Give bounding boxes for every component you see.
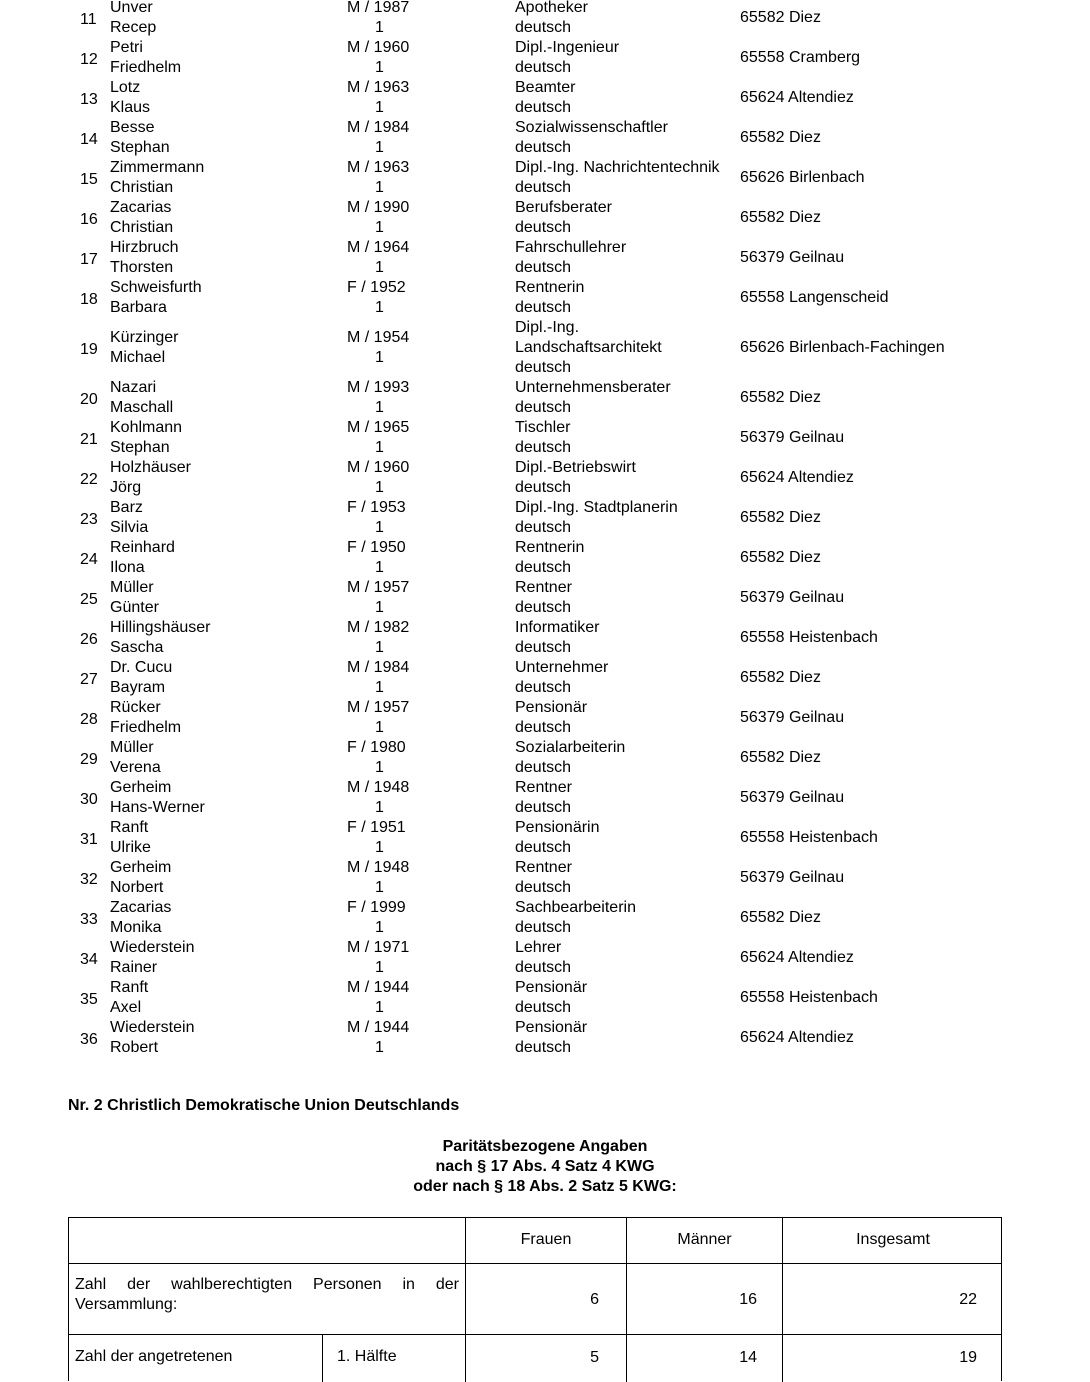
candidate-firstname: Klaus	[110, 99, 151, 116]
candidate-surname: Hillingshäuser	[110, 619, 211, 636]
candidate-count: 1	[375, 349, 384, 366]
candidate-number: 23	[80, 511, 98, 528]
candidate-firstname: Ulrike	[110, 839, 151, 856]
candidate-address: 56379 Geilnau	[740, 249, 845, 266]
candidate-sex-year: M / 1990	[347, 199, 410, 216]
candidate-nationality: deutsch	[515, 19, 572, 36]
candidate-profession: Unternehmer	[515, 659, 609, 676]
candidate-address: 56379 Geilnau	[740, 709, 845, 726]
candidate-address: 65582 Diez	[740, 669, 821, 686]
candidate-row	[0, 620, 1090, 660]
candidate-nationality: deutsch	[515, 559, 572, 576]
candidate-firstname: Ilona	[110, 559, 145, 576]
candidate-surname: Ranft	[110, 819, 149, 836]
candidate-number: 29	[80, 751, 98, 768]
candidate-surname: Zacarias	[110, 199, 172, 216]
candidate-firstname: Friedhelm	[110, 719, 182, 736]
candidate-profession: Rentnerin	[515, 539, 585, 556]
parity-title	[0, 1137, 1090, 1197]
candidate-row	[0, 820, 1090, 860]
candidate-surname: Kürzinger	[110, 329, 179, 346]
candidate-firstname: Rainer	[110, 959, 158, 976]
candidate-sex-year: M / 1944	[347, 979, 410, 996]
candidate-count: 1	[375, 299, 384, 316]
candidate-nationality: deutsch	[515, 299, 572, 316]
header-men: Männer	[677, 1231, 732, 1248]
candidate-address: 65624 Altendiez	[740, 1029, 854, 1046]
candidate-sex-year: M / 1954	[347, 329, 410, 346]
candidate-address: 65582 Diez	[740, 9, 821, 26]
candidate-row	[0, 280, 1090, 320]
candidate-profession: Tischler	[515, 419, 571, 436]
candidate-row	[0, 940, 1090, 980]
candidate-nationality: deutsch	[515, 799, 572, 816]
candidate-sex-year: F / 1999	[347, 899, 406, 916]
candidate-profession: Sozialarbeiterin	[515, 739, 626, 756]
candidate-row	[0, 460, 1090, 500]
candidate-count: 1	[375, 639, 384, 656]
candidate-surname: Lotz	[110, 79, 141, 96]
candidate-firstname: Monika	[110, 919, 162, 936]
candidate-count: 1	[375, 919, 384, 936]
candidate-sex-year: M / 1960	[347, 459, 410, 476]
candidate-firstname: Silvia	[110, 519, 149, 536]
candidate-sex-year: F / 1951	[347, 819, 406, 836]
candidate-number: 30	[80, 791, 98, 808]
candidate-nationality: deutsch	[515, 639, 572, 656]
candidate-count: 1	[375, 959, 384, 976]
candidate-count: 1	[375, 219, 384, 236]
candidate-row	[0, 860, 1090, 900]
candidate-row	[0, 900, 1090, 940]
candidate-number: 17	[80, 251, 98, 268]
candidate-profession: Dipl.-Ing. Nachrichtentechnik	[515, 159, 720, 176]
candidate-firstname: Verena	[110, 759, 161, 776]
candidate-nationality: deutsch	[515, 219, 572, 236]
candidate-nationality: deutsch	[515, 59, 572, 76]
candidate-address: 65582 Diez	[740, 389, 821, 406]
candidate-profession: Rentner	[515, 579, 572, 596]
candidate-nationality: deutsch	[515, 759, 572, 776]
candidate-firstname: Michael	[110, 349, 166, 366]
candidate-firstname: Jörg	[110, 479, 142, 496]
candidate-nationality: deutsch	[515, 679, 572, 696]
candidate-number: 20	[80, 391, 98, 408]
candidate-row	[0, 160, 1090, 200]
candidate-count: 1	[375, 599, 384, 616]
candidate-firstname: Recep	[110, 19, 157, 36]
candidate-number: 11	[80, 11, 97, 28]
candidate-nationality: deutsch	[515, 99, 572, 116]
candidate-sex-year: M / 1965	[347, 419, 410, 436]
candidate-count: 1	[375, 879, 384, 896]
candidate-address: 65582 Diez	[740, 549, 821, 566]
candidate-profession: Sachbearbeiterin	[515, 899, 636, 916]
candidate-number: 19	[80, 341, 98, 358]
candidate-number: 21	[80, 431, 98, 448]
candidate-sex-year: M / 1957	[347, 699, 410, 716]
candidate-number: 18	[80, 291, 98, 308]
candidate-number: 15	[80, 171, 98, 188]
row-attended-half: 1. Hälfte	[337, 1348, 397, 1365]
candidate-row	[0, 980, 1090, 1020]
candidate-firstname: Stephan	[110, 139, 170, 156]
candidate-address: 65582 Diez	[740, 749, 821, 766]
candidate-row	[0, 1020, 1090, 1060]
candidate-address: 65626 Birlenbach	[740, 169, 865, 186]
candidate-nationality: deutsch	[515, 719, 572, 736]
candidate-firstname: Christian	[110, 219, 174, 236]
candidate-surname: Müller	[110, 739, 154, 756]
candidate-profession: Dipl.-Ing. Stadtplanerin	[515, 499, 678, 516]
candidate-sex-year: F / 1950	[347, 539, 406, 556]
parity-title-line: nach § 17 Abs. 4 Satz 4 KWG	[435, 1158, 655, 1175]
candidate-address: 56379 Geilnau	[740, 789, 845, 806]
candidate-sex-year: M / 1971	[347, 939, 410, 956]
candidate-row	[0, 700, 1090, 740]
candidate-count: 1	[375, 59, 384, 76]
candidate-nationality: deutsch	[515, 919, 572, 936]
candidate-firstname: Thorsten	[110, 259, 174, 276]
candidate-surname: Wiederstein	[110, 1019, 195, 1036]
candidate-count: 1	[375, 519, 384, 536]
candidate-count: 1	[375, 839, 384, 856]
candidate-row	[0, 80, 1090, 120]
candidate-number: 24	[80, 551, 98, 568]
candidate-address: 56379 Geilnau	[740, 589, 845, 606]
candidate-surname: Dr. Cucu	[110, 659, 173, 676]
candidate-nationality: deutsch	[515, 879, 572, 896]
candidate-row	[0, 320, 1090, 380]
candidate-address: 65558 Cramberg	[740, 49, 861, 66]
candidate-surname: Holzhäuser	[110, 459, 191, 476]
candidate-surname: Besse	[110, 119, 155, 136]
candidate-nationality: deutsch	[515, 999, 572, 1016]
candidate-profession: Dipl.-Betriebswirt	[515, 459, 636, 476]
candidate-profession: Dipl.-Ingenieur	[515, 39, 620, 56]
candidate-number: 16	[80, 211, 98, 228]
candidate-number: 32	[80, 871, 98, 888]
candidate-firstname: Barbara	[110, 299, 167, 316]
candidate-sex-year: F / 1980	[347, 739, 406, 756]
candidate-profession: Dipl.-Ing.	[515, 319, 580, 336]
candidate-number: 14	[80, 131, 98, 148]
row-eligible-total: 22	[959, 1291, 977, 1308]
candidate-address: 56379 Geilnau	[740, 869, 845, 886]
candidate-nationality: deutsch	[515, 439, 572, 456]
candidate-profession: Pensionär	[515, 1019, 588, 1036]
candidate-nationality: deutsch	[515, 959, 572, 976]
candidate-row	[0, 120, 1090, 160]
candidate-address: 65626 Birlenbach-Fachingen	[740, 339, 945, 356]
candidate-number: 33	[80, 911, 98, 928]
candidate-firstname: Stephan	[110, 439, 170, 456]
candidate-count: 1	[375, 559, 384, 576]
candidate-count: 1	[375, 759, 384, 776]
candidate-profession: Pensionärin	[515, 819, 600, 836]
row-attended-total: 19	[959, 1349, 977, 1366]
candidate-sex-year: M / 1982	[347, 619, 410, 636]
candidate-profession: Berufsberater	[515, 199, 612, 216]
table-divider	[69, 1263, 1001, 1264]
candidate-number: 22	[80, 471, 98, 488]
candidate-row	[0, 200, 1090, 240]
candidate-sex-year: M / 1993	[347, 379, 410, 396]
candidate-count: 1	[375, 719, 384, 736]
candidate-profession: Pensionär	[515, 979, 588, 996]
candidate-count: 1	[375, 179, 384, 196]
candidate-row	[0, 780, 1090, 820]
candidate-row	[0, 540, 1090, 580]
candidate-number: 35	[80, 991, 98, 1008]
candidate-number: 34	[80, 951, 98, 968]
candidate-surname: Petri	[110, 39, 143, 56]
candidate-row	[0, 380, 1090, 420]
candidate-surname: Ranft	[110, 979, 149, 996]
candidate-nationality: deutsch	[515, 399, 572, 416]
table-divider	[69, 1334, 1001, 1335]
parity-table	[68, 1217, 1002, 1381]
candidate-count: 1	[375, 259, 384, 276]
candidate-profession: Sozialwissenschaftler	[515, 119, 668, 136]
candidate-count: 1	[375, 139, 384, 156]
candidate-nationality: deutsch	[515, 839, 572, 856]
candidate-profession: Apotheker	[515, 0, 588, 16]
candidate-count: 1	[375, 479, 384, 496]
candidate-address: 65624 Altendiez	[740, 89, 854, 106]
candidate-row	[0, 500, 1090, 540]
candidate-profession: Beamter	[515, 79, 576, 96]
candidate-number: 26	[80, 631, 98, 648]
candidate-address: 65582 Diez	[740, 509, 821, 526]
candidate-number: 27	[80, 671, 98, 688]
parity-title-line: Paritätsbezogene Angaben	[442, 1138, 648, 1155]
candidate-row	[0, 240, 1090, 280]
row-eligible-men: 16	[739, 1291, 757, 1308]
candidate-surname: Nazari	[110, 379, 157, 396]
candidate-nationality: deutsch	[515, 179, 572, 196]
candidate-count: 1	[375, 679, 384, 696]
candidate-firstname: Bayram	[110, 679, 166, 696]
candidate-address: 65624 Altendiez	[740, 469, 854, 486]
header-total: Insgesamt	[856, 1231, 930, 1248]
candidate-surname: Schweisfurth	[110, 279, 202, 296]
candidate-sex-year: M / 1957	[347, 579, 410, 596]
candidate-sex-year: M / 1948	[347, 779, 410, 796]
candidate-count: 1	[375, 19, 384, 36]
candidate-count: 1	[375, 99, 384, 116]
candidate-profession: Rentnerin	[515, 279, 585, 296]
row-attended-label: Zahl der angetretenen	[75, 1348, 233, 1365]
candidate-address: 65558 Langenscheid	[740, 289, 889, 306]
candidate-address: 65582 Diez	[740, 909, 821, 926]
candidate-surname: Wiederstein	[110, 939, 195, 956]
candidate-address: 65582 Diez	[740, 209, 821, 226]
candidate-address: 56379 Geilnau	[740, 429, 845, 446]
candidate-sex-year: M / 1960	[347, 39, 410, 56]
candidate-sex-year: M / 1963	[347, 159, 410, 176]
candidate-surname: Rücker	[110, 699, 161, 716]
parity-title-line: oder nach § 18 Abs. 2 Satz 5 KWG:	[413, 1178, 677, 1195]
candidate-sex-year: M / 1948	[347, 859, 410, 876]
candidate-number: 31	[80, 831, 98, 848]
candidate-profession: Unternehmensberater	[515, 379, 671, 396]
candidate-surname: Zacarias	[110, 899, 172, 916]
candidate-surname: Zimmermann	[110, 159, 205, 176]
candidate-surname: Gerheim	[110, 779, 172, 796]
candidate-count: 1	[375, 399, 384, 416]
candidate-firstname: Robert	[110, 1039, 159, 1056]
candidate-row	[0, 40, 1090, 80]
candidate-nationality: deutsch	[515, 139, 572, 156]
candidate-address: 65624 Altendiez	[740, 949, 854, 966]
candidate-address: 65558 Heistenbach	[740, 989, 878, 1006]
candidate-profession: Fahrschullehrer	[515, 239, 627, 256]
candidate-surname: Kohlmann	[110, 419, 183, 436]
candidate-row	[0, 740, 1090, 780]
candidate-number: 28	[80, 711, 98, 728]
candidate-count: 1	[375, 1039, 384, 1056]
candidate-number: 12	[80, 51, 98, 68]
candidate-sex-year: F / 1953	[347, 499, 406, 516]
row-eligible-women: 6	[590, 1291, 599, 1308]
candidate-nationality: deutsch	[515, 259, 572, 276]
candidate-firstname: Axel	[110, 999, 142, 1016]
candidate-firstname: Hans-Werner	[110, 799, 205, 816]
candidate-address: 65558 Heistenbach	[740, 829, 878, 846]
candidate-profession: Informatiker	[515, 619, 600, 636]
candidate-address: 65558 Heistenbach	[740, 629, 878, 646]
candidate-nationality: deutsch	[515, 1039, 572, 1056]
candidate-sex-year: M / 1944	[347, 1019, 410, 1036]
candidate-count: 1	[375, 799, 384, 816]
candidate-number: 25	[80, 591, 98, 608]
candidate-firstname: Günter	[110, 599, 159, 616]
candidate-firstname: Friedhelm	[110, 59, 182, 76]
candidate-number: 36	[80, 1031, 98, 1048]
candidate-surname: Hirzbruch	[110, 239, 179, 256]
party-heading: Nr. 2 Christlich Demokratische Union Deutschlands	[68, 1097, 460, 1114]
candidate-surname: Müller	[110, 579, 154, 596]
candidate-count: 1	[375, 999, 384, 1016]
candidate-nationality: deutsch	[515, 479, 572, 496]
candidate-firstname: Sascha	[110, 639, 164, 656]
candidate-count: 1	[375, 439, 384, 456]
candidate-row	[0, 580, 1090, 620]
candidate-firstname: Norbert	[110, 879, 164, 896]
candidate-sex-year: M / 1984	[347, 119, 410, 136]
candidate-sex-year: M / 1987	[347, 0, 410, 16]
candidate-address: 65582 Diez	[740, 129, 821, 146]
candidate-sex-year: M / 1963	[347, 79, 410, 96]
candidate-profession: Rentner	[515, 859, 572, 876]
candidate-sex-year: M / 1964	[347, 239, 410, 256]
row-attended-women: 5	[590, 1349, 599, 1366]
candidate-surname: Ünver	[110, 0, 153, 16]
candidate-profession: Lehrer	[515, 939, 562, 956]
candidate-profession: Pensionär	[515, 699, 588, 716]
candidate-row	[0, 0, 1090, 40]
candidate-surname: Gerheim	[110, 859, 172, 876]
row-attended-men: 14	[739, 1349, 757, 1366]
header-women: Frauen	[520, 1231, 572, 1248]
candidate-firstname: Christian	[110, 179, 174, 196]
candidate-profession: Landschaftsarchitekt	[515, 339, 662, 356]
candidate-nationality: deutsch	[515, 599, 572, 616]
row-eligible-label: Zahl der wahlberechtigten Personen in der Versammlung:	[75, 1276, 459, 1313]
candidate-firstname: Maschall	[110, 399, 174, 416]
candidate-surname: Barz	[110, 499, 143, 516]
table-divider	[322, 1334, 323, 1382]
candidate-row	[0, 660, 1090, 700]
candidate-surname: Reinhard	[110, 539, 175, 556]
candidate-profession: Rentner	[515, 779, 572, 796]
candidate-row	[0, 420, 1090, 460]
candidate-number: 13	[80, 91, 98, 108]
candidate-sex-year: F / 1952	[347, 279, 406, 296]
candidate-nationality: deutsch	[515, 359, 572, 376]
candidate-nationality: deutsch	[515, 519, 572, 536]
candidate-sex-year: M / 1984	[347, 659, 410, 676]
